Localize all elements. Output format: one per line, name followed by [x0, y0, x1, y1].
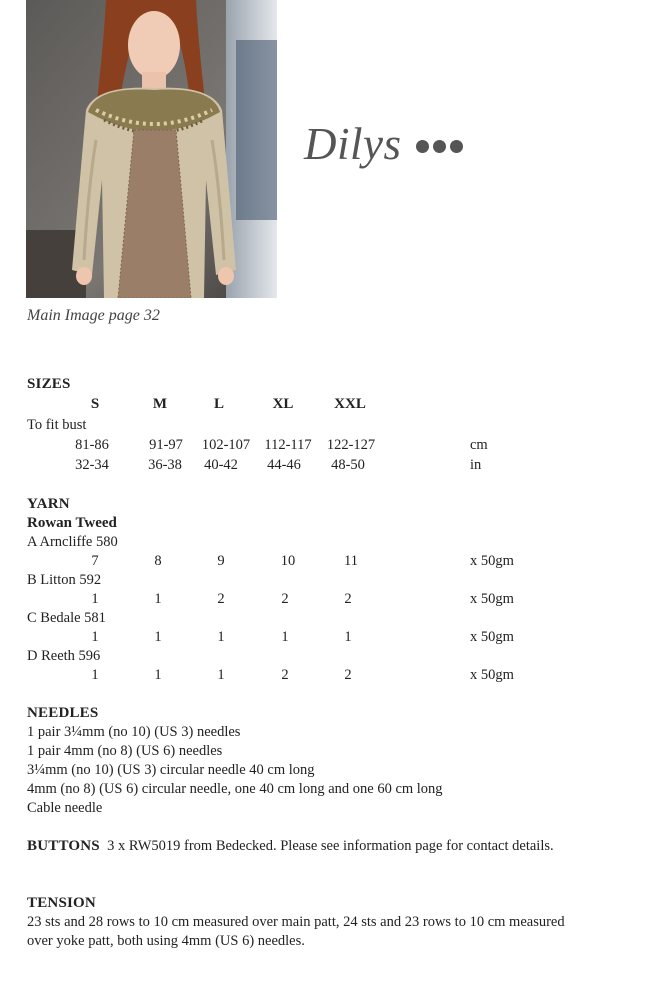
image-caption: Main Image page 32	[27, 307, 160, 324]
yarn-qty: 2	[281, 667, 289, 683]
needle-line: 1 pair 4mm (no 8) (US 6) needles	[27, 743, 223, 759]
size-label: S	[90, 396, 100, 412]
buttons-section	[27, 837, 587, 856]
yarn-qty: 1	[91, 629, 99, 645]
yarn-qty: 2	[344, 667, 352, 683]
fit-bust-label: To fit bust	[27, 417, 87, 433]
main-photo	[26, 0, 277, 298]
in-value: 36-38	[148, 457, 182, 473]
yarn-qty: 1	[154, 667, 162, 683]
yarn-qty: 2	[344, 591, 352, 607]
in-value: 48-50	[331, 457, 365, 473]
yarn-qty: 1	[154, 591, 162, 607]
needle-line: 3¼mm (no 10) (US 3) circular needle 40 cm long	[27, 762, 315, 778]
yarn-heading: YARN	[27, 496, 70, 512]
sizes-heading: SIZES	[27, 376, 71, 392]
cm-value: 112-117	[264, 437, 312, 453]
yarn-name: A Arncliffe 580	[27, 534, 118, 550]
yarn-qty: 1	[344, 629, 352, 645]
buttons-heading: BUTTONS	[27, 838, 100, 854]
yarn-qty: 1	[281, 629, 289, 645]
needle-line: 4mm (no 8) (US 6) circular needle, one 40 cm long and one 60 cm long	[27, 781, 443, 797]
yarn-qty: 7	[91, 553, 99, 569]
dot-icon	[450, 140, 463, 153]
yarn-unit: x 50gm	[470, 553, 514, 569]
yarn-unit: x 50gm	[470, 629, 514, 645]
yarn-qty: 11	[344, 553, 358, 569]
size-label: M	[152, 396, 168, 412]
yarn-name: C Bedale 581	[27, 610, 106, 626]
yarn-qty: 1	[91, 667, 99, 683]
needle-line: 1 pair 3¼mm (no 10) (US 3) needles	[27, 724, 241, 740]
yarn-name: B Litton 592	[27, 572, 102, 588]
yarn-qty: 1	[217, 667, 225, 683]
yarn-unit: x 50gm	[470, 667, 514, 683]
in-value: 32-34	[75, 457, 109, 473]
cm-value: 81-86	[75, 437, 109, 453]
dot-icon	[416, 140, 429, 153]
tension-text: 23 sts and 28 rows to 10 cm measured over main patt, 24 sts and 23 rows to 10 cm measured over yoke patt, both using 4mm (US 6) needles.	[27, 914, 565, 949]
yarn-unit: x 50gm	[470, 591, 514, 607]
yarn-name: D Reeth 596	[27, 648, 101, 664]
yarn-brand: Rowan Tweed	[27, 515, 117, 531]
needles-heading: NEEDLES	[27, 705, 99, 721]
yarn-qty: 1	[217, 629, 225, 645]
size-label: XXL	[334, 396, 366, 412]
dot-icon	[433, 140, 446, 153]
yarn-qty: 9	[217, 553, 225, 569]
yarn-qty: 1	[154, 629, 162, 645]
in-value: 40-42	[204, 457, 238, 473]
tension-heading: TENSION	[27, 895, 96, 911]
cm-value: 91-97	[149, 437, 183, 453]
needle-line: Cable needle	[27, 800, 103, 816]
in-value: 44-46	[267, 457, 301, 473]
cm-value: 122-127	[326, 437, 376, 453]
cm-unit: cm	[470, 437, 488, 453]
size-label: L	[213, 396, 224, 412]
cm-value: 102-107	[201, 437, 251, 453]
pattern-title: Dilys	[304, 119, 402, 169]
three-dots-icon	[416, 140, 463, 153]
buttons-text: 3 x RW5019 from Bedecked. Please see information page for contact details.	[107, 838, 554, 854]
yarn-qty: 2	[281, 591, 289, 607]
yarn-qty: 1	[91, 591, 99, 607]
in-unit: in	[470, 457, 482, 473]
yarn-qty: 8	[154, 553, 162, 569]
size-label: XL	[272, 396, 294, 412]
yarn-qty: 10	[280, 553, 296, 569]
yarn-qty: 2	[217, 591, 225, 607]
